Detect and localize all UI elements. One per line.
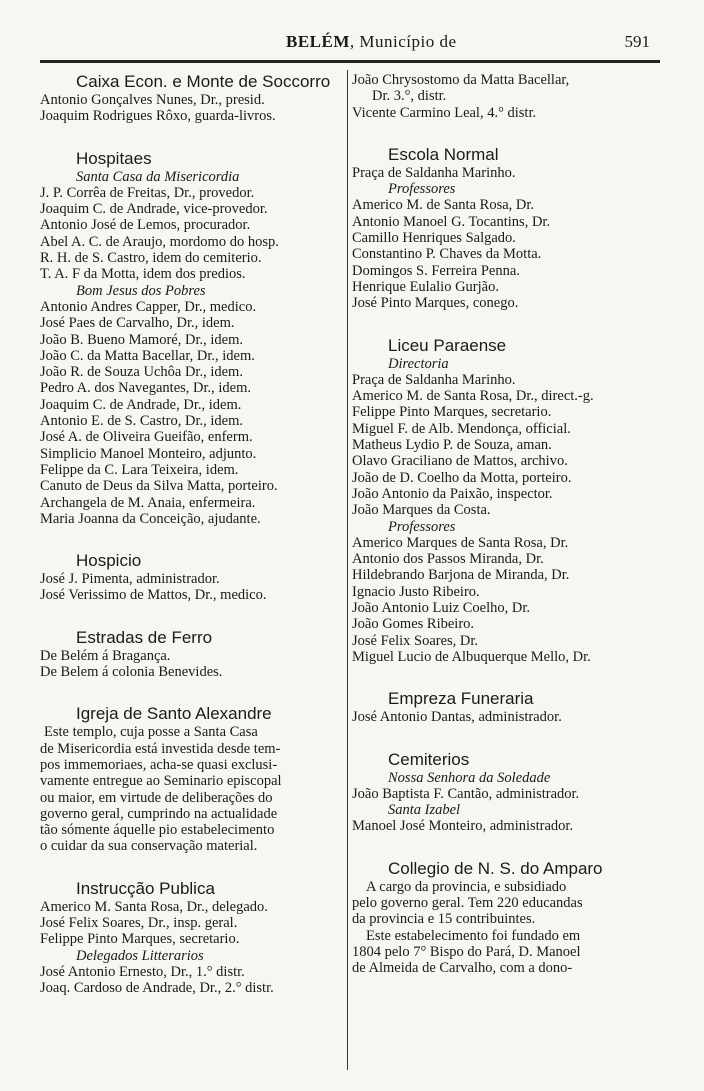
entry-line: Domingos S. Ferreira Penna. [352,262,520,279]
entry-line: Antonio Andres Capper, Dr., medico. [40,298,257,315]
entry-line: Constantino P. Chaves da Motta. [352,246,542,263]
entry-line: Antonio Manoel G. Tocantins, Dr. [352,213,551,230]
entry-line: R. H. de S. Castro, idem do cemiterio. [40,250,262,267]
entry-line: Joaquim C. de Andrade, Dr., idem. [40,396,242,413]
entry-line: José Pinto Marques, conego. [352,295,519,312]
entry-line: T. A. F da Motta, idem dos predios. [40,266,246,283]
left-column [40,72,345,996]
paragraph-line: governo geral, cumprindo na actualidade [40,805,278,822]
subheading: Nossa Senhora da Soledade [388,769,551,786]
paragraph-line: pos immemoriaes, acha-se quasi exclusi- [40,756,278,773]
entry-line: Felippe Pinto Marques, secretario. [352,404,552,421]
paragraph-line: 1804 pelo 7° Bispo do Pará, D. Manoel [352,943,581,960]
section-cemiterios [352,750,657,835]
entry-line: Pedro A. dos Navegantes, Dr., idem. [40,380,252,397]
section-hospicio [40,551,345,604]
entry-line: José Felix Soares, Dr. [352,632,479,649]
section-heading: Cemiterios [388,749,470,769]
subheading: Delegados Litterarios [76,947,204,964]
entry-line: João R. de Souza Uchôa Dr., idem. [40,364,243,381]
entry-line: Americo M. de Santa Rosa, Dr., direct.-g. [352,388,594,405]
entry-line: De Belém á Bragança. [40,647,171,664]
entry-line: José Paes de Carvalho, Dr., idem. [40,315,235,332]
entry-line: José Antonio Ernesto, Dr., 1.° distr. [40,963,245,980]
entry-line: Americo Marques de Santa Rosa, Dr. [352,534,569,551]
entry-line: João de D. Coelho da Motta, porteiro. [352,469,572,486]
entry-line: João B. Bueno Mamoré, Dr., idem. [40,331,243,348]
paragraph-line: de Misericordia está investida desde tem- [40,740,281,757]
section-instrucao [40,879,345,997]
entry-line: Felippe Pinto Marques, secretario. [40,931,240,948]
page-number: 591 [624,32,650,51]
paragraph-line: tão sómente áquelle pio estabelecimento [40,822,275,839]
paragraph-line: de Almeida de Carvalho, com a dono- [352,960,573,977]
entry-line: João Marques da Costa. [352,502,491,519]
paragraph-line: Este estabelecimento foi fundado em [366,927,581,944]
subheading: Santa Casa da Misericordia [76,168,240,185]
entry-line: Antonio Gonçalves Nunes, Dr., presid. [40,92,265,108]
subheading: Professores [388,181,456,198]
entry-line: Canuto de Deus da Silva Matta, porteiro. [40,478,278,495]
section-heading: Igreja de Santo Alexandre [76,704,272,724]
entry-line: José Felix Soares, Dr., insp. geral. [40,914,238,931]
entry-line: João Chrysostomo da Matta Bacellar, [352,72,570,88]
entry-line: Dr. 3.°, distr. [372,88,447,105]
entry-line: Camillo Henriques Salgado. [352,230,516,247]
section-collegio [352,859,657,977]
paragraph-line: Este templo, cuja posse a Santa Casa [44,724,258,741]
entry-line: Antonio E. de S. Castro, Dr., idem. [40,413,243,430]
subheading: Santa Izabel [388,802,461,819]
paragraph-line: ou maior, em virtude de deliberações do [40,789,273,806]
section-caixa [40,72,345,125]
page-header [40,30,660,58]
section-heading: Caixa Econ. e Monte de Soccorro [76,72,331,91]
entry-line: Joaquim Rodrigues Rôxo, guarda-livros. [40,108,276,125]
section-delegados-continued [352,72,657,121]
entry-line: Abel A. C. de Araujo, mordomo do hosp. [40,233,279,250]
entry-line: Antonio José de Lemos, procurador. [40,217,251,234]
right-column [352,72,657,976]
entry-line: Hildebrando Barjona de Miranda, Dr. [352,567,570,584]
entry-line: João C. da Matta Bacellar, Dr., idem. [40,347,255,364]
entry-line: João Antonio Luiz Coelho, Dr. [352,600,531,617]
column-divider [347,70,348,1070]
entry-line: Joaquim C. de Andrade, vice-provedor. [40,201,268,218]
entry-line: De Belem á colonia Benevides. [40,664,223,681]
entry-line: Simplicio Manoel Monteiro, adjunto. [40,445,257,462]
entry-line: Americo M. de Santa Rosa, Dr. [352,197,535,214]
entry-line: João Baptista F. Cantão, administrador. [352,785,580,802]
entry-line: Archangela de M. Anaia, enfermeira. [40,494,256,511]
entry-line: Matheus Lydio P. de Souza, aman. [352,437,552,454]
entry-line: Olavo Graciliano de Mattos, archivo. [352,453,568,470]
section-heading: Escola Normal [388,144,499,164]
entry-line: Antonio dos Passos Miranda, Dr. [352,551,544,568]
page-title: BELÉM, Município de [286,32,457,51]
section-heading: Instrucção Publica [76,878,215,898]
section-heading: Empreza Funeraria [388,689,534,709]
entry-line: José A. de Oliveira Gueifão, enferm. [40,429,253,446]
entry-line: João Antonio da Paixão, inspector. [352,485,553,502]
entry-line: Maria Joanna da Conceição, ajudante. [40,510,261,527]
paragraph-line: o cuidar da sua conservação material. [40,838,258,855]
entry-line: Miguel Lucio de Albuquerque Mello, Dr. [352,648,591,665]
section-heading: Hospicio [76,551,142,571]
section-hospitaes [40,149,345,528]
entry-line: Miguel F. de Alb. Mendonça, official. [352,420,571,437]
section-empreza [352,689,657,725]
entry-line: Henrique Eulalio Gurjão. [352,278,499,295]
entry-line: Joaq. Cardoso de Andrade, Dr., 2.° distr. [40,980,274,997]
entry-line: José J. Pimenta, administrador. [40,571,220,588]
entry-line: José Antonio Dantas, administrador. [352,709,562,726]
section-heading: Liceu Paraense [388,335,507,355]
paragraph-line: da provincia e 15 contribuintes. [352,911,536,928]
entry-line: Praça de Saldanha Marinho. [352,371,516,388]
section-escola [352,145,657,312]
subheading: Bom Jesus dos Pobres [76,282,206,299]
section-heading: Hospitaes [76,148,152,168]
entry-line: Felippe da C. Lara Teixeira, idem. [40,461,239,478]
entry-line: Vicente Carmino Leal, 4.° distr. [352,104,537,121]
paragraph-line: vamente entregue ao Seminario episcopal [40,773,282,790]
entry-line: Ignacio Justo Ribeiro. [352,583,480,600]
entry-line: João Gomes Ribeiro. [352,616,475,633]
paragraph-line: pelo governo geral. Tem 220 educandas [352,894,583,911]
paragraph-line: A cargo da provincia, e subsidiado [366,878,567,895]
entry-line: Americo M. Santa Rosa, Dr., delegado. [40,898,268,915]
subheading: Professores [388,518,456,535]
entry-line: Praça de Saldanha Marinho. [352,164,516,181]
section-igreja [40,704,345,854]
entry-line: Manoel José Monteiro, administrador. [352,818,574,835]
entry-line: José Verissimo de Mattos, Dr., medico. [40,587,267,604]
header-rule [40,60,660,63]
subheading: Directoria [388,355,449,372]
section-heading: Estradas de Ferro [76,627,213,647]
section-estradas [40,628,345,681]
section-liceu [352,336,657,666]
section-heading: Collegio de N. S. do Amparo [388,858,603,878]
entry-line: J. P. Corrêa de Freitas, Dr., provedor. [40,184,255,201]
